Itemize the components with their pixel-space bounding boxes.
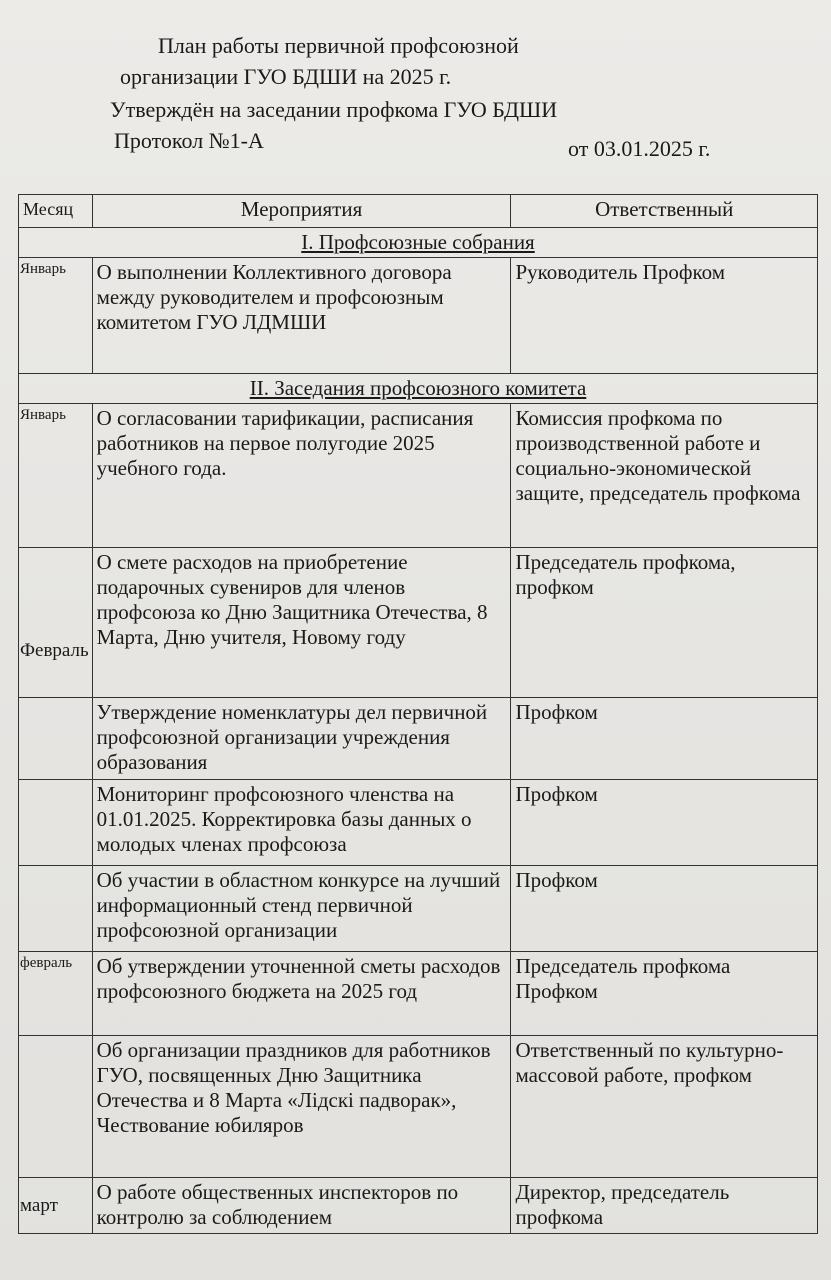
table-row [19, 1178, 818, 1234]
event-cell: О работе общественных инспекторов по контролю за соблюдением [92, 1178, 511, 1234]
month-cell [19, 698, 93, 780]
event-cell: Об участии в областном конкурсе на лучший информационный стенд первичной профсоюзной организации [92, 866, 511, 952]
month-cell: Февраль [19, 548, 93, 698]
table-row [19, 1036, 818, 1178]
event-cell: О выполнении Коллективного договора между руководителем и профсоюзным комитетом ГУО ЛДМШИ [92, 258, 511, 374]
responsible-cell: Директор, председатель профкома [511, 1178, 818, 1234]
doc-title-line1: План работы первичной профсоюзной [158, 33, 519, 58]
responsible-cell: Руководитель Профком [511, 258, 818, 374]
section-title-meetings: I. Профсоюзные собрания [19, 228, 818, 258]
column-header-events: Мероприятия [92, 195, 511, 228]
responsible-cell: Профком [511, 866, 818, 952]
month-cell: Январь [19, 258, 93, 374]
event-cell: Об организации праздников для работников ГУО, посвященных Дню Защитника Отечества и 8 Марта «Лідскі падворак», Чествование юбиляров [92, 1036, 511, 1178]
table-row [19, 258, 818, 374]
month-cell: февраль [19, 952, 93, 1036]
table-row [19, 404, 818, 548]
section-title-committee: II. Заседания профсоюзного комитета [19, 374, 818, 404]
responsible-cell: Профком [511, 698, 818, 780]
section-row [19, 228, 818, 258]
responsible-cell: Председатель профкома, профком [511, 548, 818, 698]
responsible-cell: Комиссия профкома по производственной работе и социально-экономической защите, председатель профкома [511, 404, 818, 548]
protocol-number: Протокол №1-А [114, 128, 264, 153]
month-cell: Январь [19, 404, 93, 548]
table-header-row [19, 195, 818, 228]
month-cell [19, 1036, 93, 1178]
month-cell: март [19, 1178, 93, 1234]
table-row [19, 866, 818, 952]
work-plan-table [18, 194, 818, 1234]
column-header-month: Месяц [19, 195, 93, 228]
month-cell [19, 866, 93, 952]
approval-line: Утверждён на заседании профкома ГУО БДШИ [110, 97, 558, 122]
event-cell: Об утверждении уточненной сметы расходов профсоюзного бюджета на 2025 год [92, 952, 511, 1036]
table-row [19, 780, 818, 866]
doc-title-line2: организации ГУО БДШИ на 2025 г. [120, 64, 452, 89]
month-cell [19, 780, 93, 866]
column-header-responsible: Ответственный [511, 195, 818, 228]
protocol-date: от 03.01.2025 г. [568, 136, 711, 161]
event-cell: О смете расходов на приобретение подарочных сувениров для членов профсоюза ко Дню Защитника Отечества, 8 Марта, Дню учителя, Новому году [92, 548, 511, 698]
table-row [19, 952, 818, 1036]
event-cell: Утверждение номенклатуры дел первичной профсоюзной организации учреждения образования [92, 698, 511, 780]
table-row [19, 698, 818, 780]
responsible-cell: Профком [511, 780, 818, 866]
section-row [19, 374, 818, 404]
event-cell: О согласовании тарификации, расписания работников на первое полугодие 2025 учебного года. [92, 404, 511, 548]
responsible-cell: Ответственный по культурно-массовой работе, профком [511, 1036, 818, 1178]
table-row [19, 548, 818, 698]
event-cell: Мониторинг профсоюзного членства на 01.01.2025. Корректировка базы данных о молодых членах профсоюза [92, 780, 511, 866]
responsible-cell: Председатель профкома Профком [511, 952, 818, 1036]
